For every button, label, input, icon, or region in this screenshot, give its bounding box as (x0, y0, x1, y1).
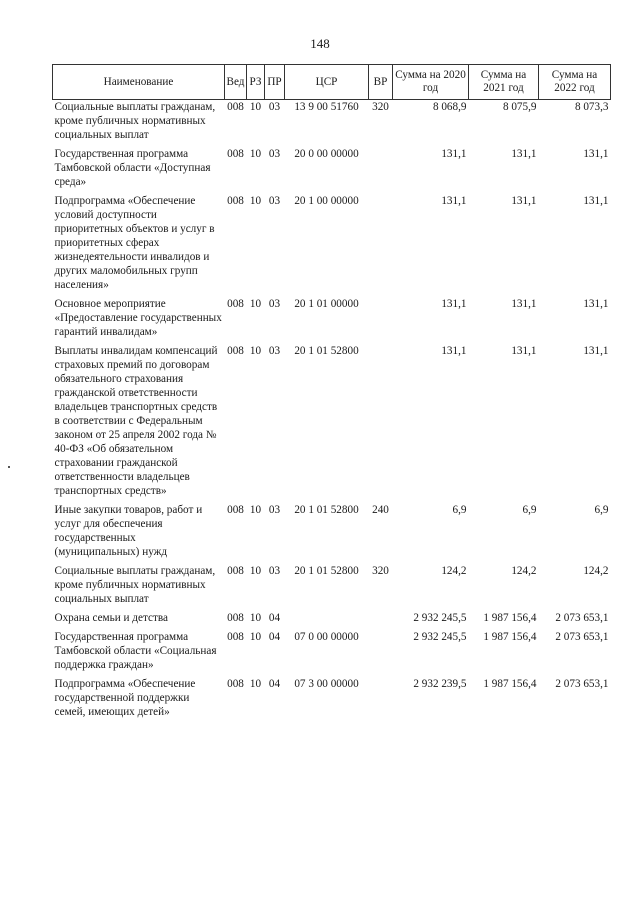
cell-name: Подпрограмма «Обеспечение условий доступности приоритетных объектов и услуг в приоритетных сферах жизнедеятельности инвалидов и других маломобильных групп населения» (54, 195, 215, 291)
table-row (53, 672, 611, 719)
scan-artifact (8, 466, 10, 468)
table-row (53, 189, 611, 292)
cell-ved: 008 (227, 195, 244, 207)
cell-sum-2020: 131,1 (441, 195, 467, 207)
cell-vr (369, 625, 393, 672)
cell-rz: 10 (249, 678, 262, 690)
table-row (53, 606, 611, 625)
cell-ved: 008 (227, 504, 244, 516)
cell-sum-2021: 131,1 (511, 148, 537, 160)
cell-rz: 10 (249, 504, 262, 516)
cell-vr (369, 339, 393, 498)
cell-ved: 008 (227, 101, 244, 113)
table-row (53, 292, 611, 339)
cell-csr: 20 1 00 00000 (294, 195, 359, 207)
cell-sum-2021: 131,1 (511, 298, 537, 310)
cell-sum-2022: 131,1 (583, 148, 609, 160)
header-vr: ВР (369, 65, 393, 100)
cell-sum-2020: 124,2 (441, 565, 467, 577)
cell-pr: 03 (268, 148, 281, 160)
table-row (53, 625, 611, 672)
table-row (53, 498, 611, 559)
header-name: Наименование (53, 65, 225, 100)
cell-vr (369, 672, 393, 719)
cell-sum-2020: 6,9 (452, 504, 467, 516)
cell-ved: 008 (227, 631, 244, 643)
cell-sum-2021: 1 987 156,4 (483, 678, 537, 690)
cell-ved: 008 (227, 565, 244, 577)
cell-pr: 03 (268, 504, 281, 516)
cell-sum-2022: 8 073,3 (574, 101, 609, 113)
cell-vr (369, 189, 393, 292)
cell-name: Социальные выплаты гражданам, кроме публичных нормативных социальных выплат (54, 101, 216, 141)
cell-sum-2020: 2 932 245,5 (413, 612, 467, 624)
cell-ved: 008 (227, 345, 244, 357)
cell-sum-2021: 1 987 156,4 (483, 612, 537, 624)
header-sum-2022: Сумма на 2022 год (539, 65, 611, 100)
cell-sum-2020: 2 932 245,5 (413, 631, 467, 643)
cell-sum-2022: 131,1 (583, 345, 609, 357)
cell-vr: 320 (372, 101, 389, 113)
header-csr: ЦСР (285, 65, 369, 100)
cell-sum-2021: 1 987 156,4 (483, 631, 537, 643)
header-rz: РЗ (247, 65, 265, 100)
cell-sum-2022: 131,1 (583, 195, 609, 207)
cell-sum-2021: 131,1 (511, 195, 537, 207)
cell-sum-2021: 124,2 (511, 565, 537, 577)
cell-csr: 20 1 01 52800 (294, 345, 359, 357)
cell-pr: 03 (268, 101, 281, 113)
table-row (53, 142, 611, 189)
cell-pr: 03 (268, 298, 281, 310)
table-row (53, 339, 611, 498)
cell-rz: 10 (249, 298, 262, 310)
cell-vr (369, 606, 393, 625)
cell-sum-2020: 131,1 (441, 148, 467, 160)
cell-sum-2020: 2 932 239,5 (413, 678, 467, 690)
cell-sum-2021: 131,1 (511, 345, 537, 357)
header-sum-2020: Сумма на 2020 год (393, 65, 469, 100)
cell-sum-2022: 2 073 653,1 (555, 678, 609, 690)
cell-sum-2022: 2 073 653,1 (555, 612, 609, 624)
header-pr: ПР (265, 65, 285, 100)
cell-rz: 10 (249, 195, 262, 207)
cell-ved: 008 (227, 612, 244, 624)
cell-sum-2022: 124,2 (583, 565, 609, 577)
cell-ved: 008 (227, 298, 244, 310)
cell-ved: 008 (227, 148, 244, 160)
cell-name: Охрана семьи и детства (54, 612, 168, 624)
cell-rz: 10 (249, 565, 262, 577)
cell-vr: 240 (372, 504, 389, 516)
cell-pr: 03 (268, 345, 281, 357)
cell-pr: 04 (268, 631, 281, 643)
cell-name: Государственная программа Тамбовской области «Доступная среда» (54, 148, 211, 188)
cell-name: Иные закупки товаров, работ и услуг для обеспечения государственных (муниципальных) нужд (54, 504, 203, 558)
cell-vr: 320 (372, 565, 389, 577)
cell-name: Подпрограмма «Обеспечение государственной поддержки семей, имеющих детей» (54, 678, 196, 718)
cell-rz: 10 (249, 345, 262, 357)
cell-sum-2022: 131,1 (583, 298, 609, 310)
cell-vr (369, 292, 393, 339)
table-body (53, 100, 611, 720)
cell-pr: 03 (268, 195, 281, 207)
page-number: 148 (310, 36, 330, 51)
cell-rz: 10 (249, 631, 262, 643)
cell-csr: 20 1 01 00000 (294, 298, 359, 310)
cell-pr: 04 (268, 678, 281, 690)
cell-rz: 10 (249, 101, 262, 113)
cell-rz: 10 (249, 148, 262, 160)
table-header-row (53, 65, 611, 100)
cell-sum-2022: 6,9 (594, 504, 609, 516)
cell-name: Основное мероприятие «Предоставление государственных гарантий инвалидам» (54, 298, 222, 338)
table-row (53, 100, 611, 143)
header-sum-2021: Сумма на 2021 год (469, 65, 539, 100)
cell-csr: 07 3 00 00000 (294, 678, 359, 690)
header-ved: Вед (225, 65, 247, 100)
cell-name: Выплаты инвалидам компенсаций страховых премий по договорам обязательного страхования гражданской ответственности владельцев транспортных средств в соответствии с Федеральным законом от 25 апреля 2002 года № 40-ФЗ «Об обязательном страховании гражданской ответственности владельцев транспортных средств» (54, 345, 218, 497)
cell-name: Государственная программа Тамбовской области «Социальная поддержка граждан» (54, 631, 217, 671)
budget-table (52, 64, 611, 719)
cell-sum-2020: 131,1 (441, 298, 467, 310)
cell-pr: 04 (268, 612, 281, 624)
cell-pr: 03 (268, 565, 281, 577)
cell-sum-2020: 8 068,9 (432, 101, 467, 113)
cell-sum-2020: 131,1 (441, 345, 467, 357)
cell-sum-2022: 2 073 653,1 (555, 631, 609, 643)
cell-csr: 13 9 00 51760 (294, 101, 359, 113)
cell-csr: 07 0 00 00000 (294, 631, 359, 643)
cell-sum-2021: 6,9 (522, 504, 537, 516)
cell-ved: 008 (227, 678, 244, 690)
cell-csr (285, 606, 369, 625)
cell-csr: 20 1 01 52800 (294, 504, 359, 516)
cell-rz: 10 (249, 612, 262, 624)
cell-name: Социальные выплаты гражданам, кроме публичных нормативных социальных выплат (54, 565, 216, 605)
table-row (53, 559, 611, 606)
cell-sum-2021: 8 075,9 (502, 101, 537, 113)
cell-csr: 20 1 01 52800 (294, 565, 359, 577)
cell-vr (369, 142, 393, 189)
cell-csr: 20 0 00 00000 (294, 148, 359, 160)
